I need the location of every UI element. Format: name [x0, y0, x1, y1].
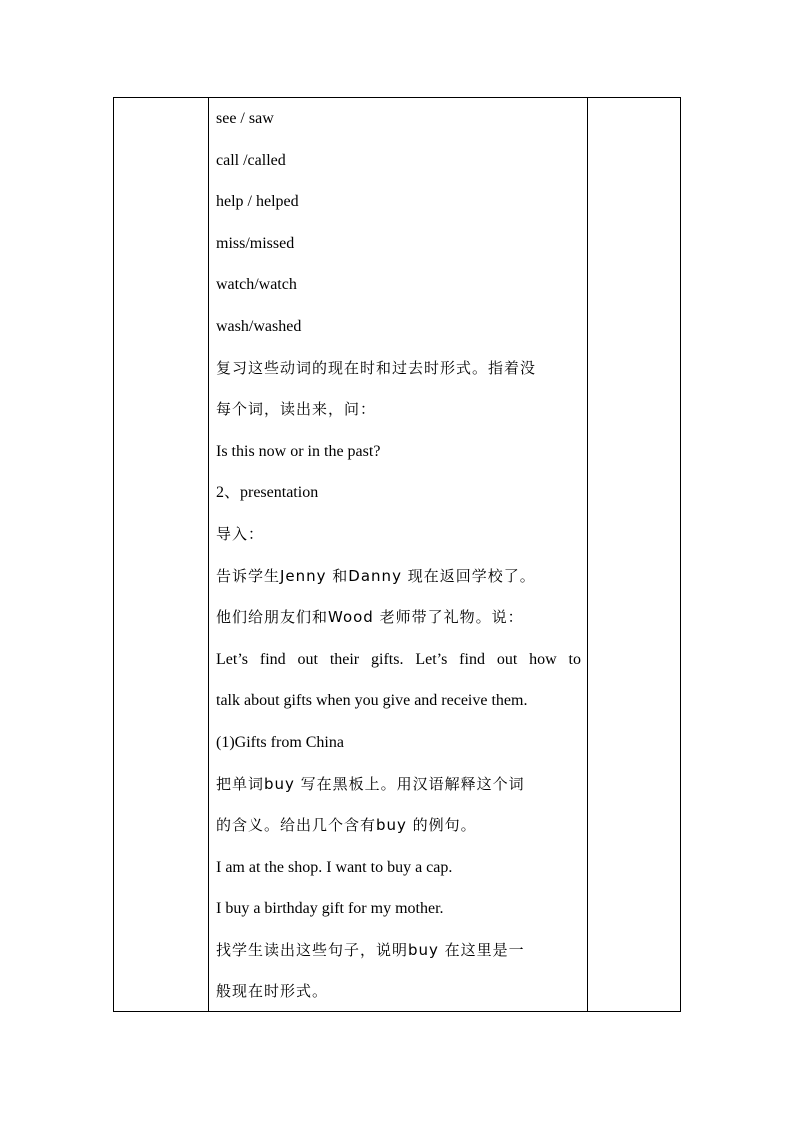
- lesson-plan-table: [113, 97, 681, 1012]
- text-line: 导入：: [216, 524, 265, 543]
- text-line: 他们给朋友们和Wood 老师带了礼物。说：: [216, 608, 524, 627]
- text-line: help / helped: [216, 193, 299, 211]
- text-line: miss/missed: [216, 234, 295, 252]
- text-line: 复习这些动词的现在时和过去时形式。指着没: [216, 358, 537, 377]
- text-line: 般现在时形式。: [216, 982, 329, 1001]
- text-line: watch/watch: [216, 276, 297, 294]
- text-line: wash/washed: [216, 317, 302, 335]
- text-line: 的含义。给出几个含有buy 的例句。: [216, 816, 477, 835]
- text-line: 每个词，读出来，问：: [216, 400, 377, 419]
- content-column-cell: [209, 98, 588, 1011]
- text-line: Let’s find out their gifts. Let’s find out how to: [216, 650, 581, 668]
- text-line: talk about gifts when you give and receive them.: [216, 692, 528, 710]
- left-column-cell: [114, 98, 209, 1011]
- section-heading: 2、presentation: [216, 484, 319, 502]
- subsection-heading: (1)Gifts from China: [216, 733, 344, 751]
- text-line: 把单词buy 写在黑板上。用汉语解释这个词: [216, 774, 525, 793]
- text-line: I buy a birthday gift for my mother.: [216, 900, 444, 918]
- text-line: see / saw: [216, 110, 274, 127]
- content-lines: [216, 98, 581, 1013]
- text-line: call /called: [216, 151, 286, 169]
- text-line: 找学生读出这些句子，说明buy 在这里是一: [216, 940, 525, 959]
- right-column-cell: [588, 98, 680, 1011]
- text-line: I am at the shop. I want to buy a cap.: [216, 858, 453, 876]
- text-line: 告诉学生Jenny 和Danny 现在返回学校了。: [216, 566, 536, 585]
- text-line: Is this now or in the past?: [216, 442, 381, 460]
